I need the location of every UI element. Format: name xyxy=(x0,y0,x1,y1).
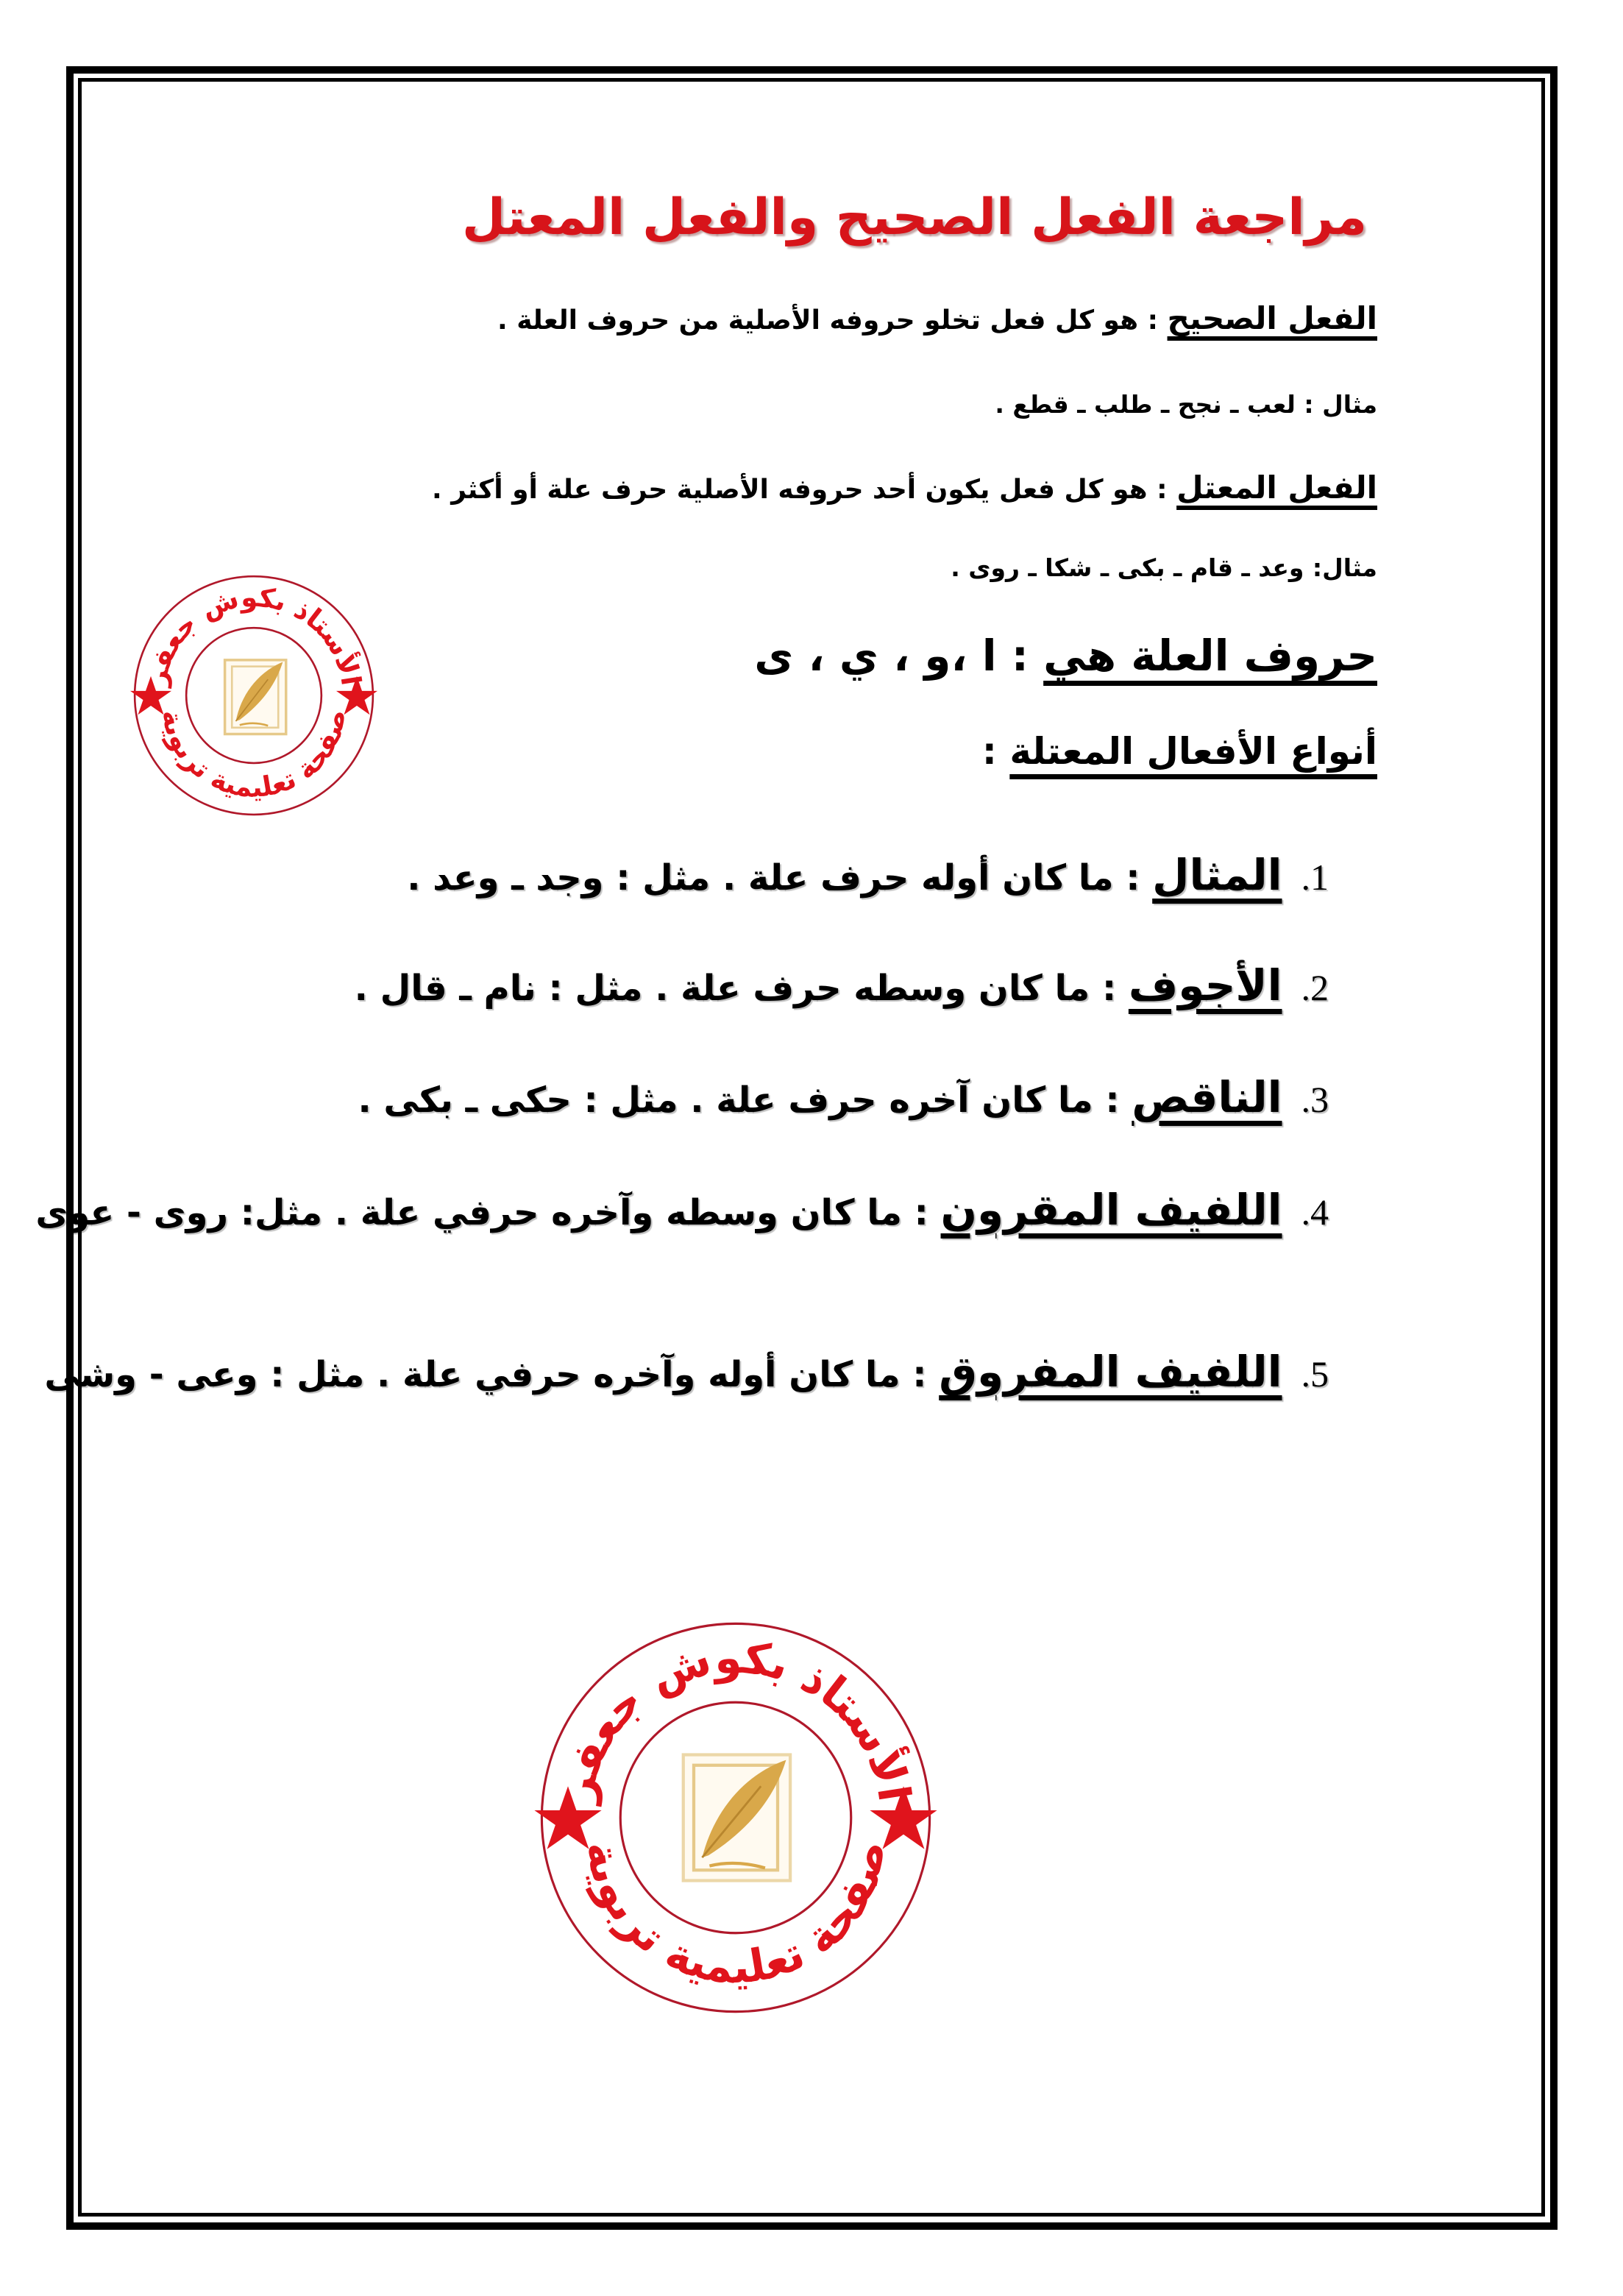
quill-feather-icon xyxy=(225,660,286,734)
mutal-definition-text: : هو كل فعل يكون أحد حروفه الأصلية حرف علة أو أكثر . xyxy=(432,475,1177,505)
list-item xyxy=(354,960,1329,1010)
stamp-large xyxy=(526,1608,945,2027)
types-heading-suffix: : xyxy=(981,730,1010,773)
list-item-term: اللفيف المفروق xyxy=(939,1347,1282,1397)
list-item-text: : ما كان آخره حرف علة . مثل : حكى ـ بكى . xyxy=(358,1080,1132,1121)
quill-feather-icon xyxy=(683,1755,790,1881)
list-item xyxy=(35,1185,1329,1235)
list-item xyxy=(358,1072,1329,1122)
sahih-example: مثال : لعب ـ نجح ـ طلب ـ قطع . xyxy=(995,390,1377,419)
mutal-example: مثال: وعد ـ قام ـ بكى ـ شكا ـ روى . xyxy=(951,553,1377,582)
list-item-text: : ما كان أوله حرف علة . مثل : وجد ـ وعد . xyxy=(407,857,1153,899)
illa-letters-values: : ا ،و ، ي ، ى xyxy=(754,631,1044,681)
mutal-definition xyxy=(432,470,1377,506)
stamp-small xyxy=(125,567,383,824)
list-item-number: 5. xyxy=(1301,1353,1329,1395)
types-heading-label: أنواع الأفعال المعتلة xyxy=(1009,730,1377,773)
list-item-term: الناقص xyxy=(1132,1072,1282,1122)
stamp-top-text: الأستاذ بكوش جعفر xyxy=(551,1631,920,1805)
stamp-logo xyxy=(526,1608,945,2027)
stamp-top-text: الأستاذ بكوش جعفر xyxy=(140,581,367,688)
page-title: مراجعة الفعل الصحيح والفعل المعتل xyxy=(462,188,1367,247)
types-heading xyxy=(981,730,1377,773)
list-item-term: الأجوف xyxy=(1128,960,1282,1010)
list-item-text: : ما كان وسطه حرف علة . مثل : نام ـ قال . xyxy=(354,968,1129,1009)
illa-letters-line xyxy=(754,631,1377,681)
sahih-term: الفعل الصحيح xyxy=(1167,300,1377,336)
list-item xyxy=(44,1347,1329,1397)
list-item-number: 1. xyxy=(1301,857,1329,898)
list-item-text: : ما كان أوله وآخره حرفي علة . مثل : وعى - وشى xyxy=(44,1354,940,1395)
stamp-bottom-text: صفحة تعليمية تربوية xyxy=(575,1835,897,1994)
list-item-number: 4. xyxy=(1301,1191,1329,1233)
list-item-text: : ما كان وسطه وآخره حرفي علة . مثل: روى - عوى xyxy=(35,1192,941,1233)
sahih-definition-text: : هو كل فعل تخلو حروفه الأصلية من حروف العلة . xyxy=(497,305,1168,336)
stamp-logo xyxy=(125,567,383,824)
list-item xyxy=(407,850,1329,900)
illa-letters-label: حروف العلة هي xyxy=(1043,631,1377,681)
sahih-definition xyxy=(497,300,1377,336)
list-item-term: المثال xyxy=(1152,850,1282,900)
stamp-bottom-text: صفحة تعليمية تربوية xyxy=(155,706,352,804)
mutal-term: الفعل المعتل xyxy=(1176,470,1377,506)
list-item-number: 2. xyxy=(1301,967,1329,1008)
list-item-number: 3. xyxy=(1301,1079,1329,1120)
list-item-term: اللفيف المقرون xyxy=(940,1185,1282,1235)
